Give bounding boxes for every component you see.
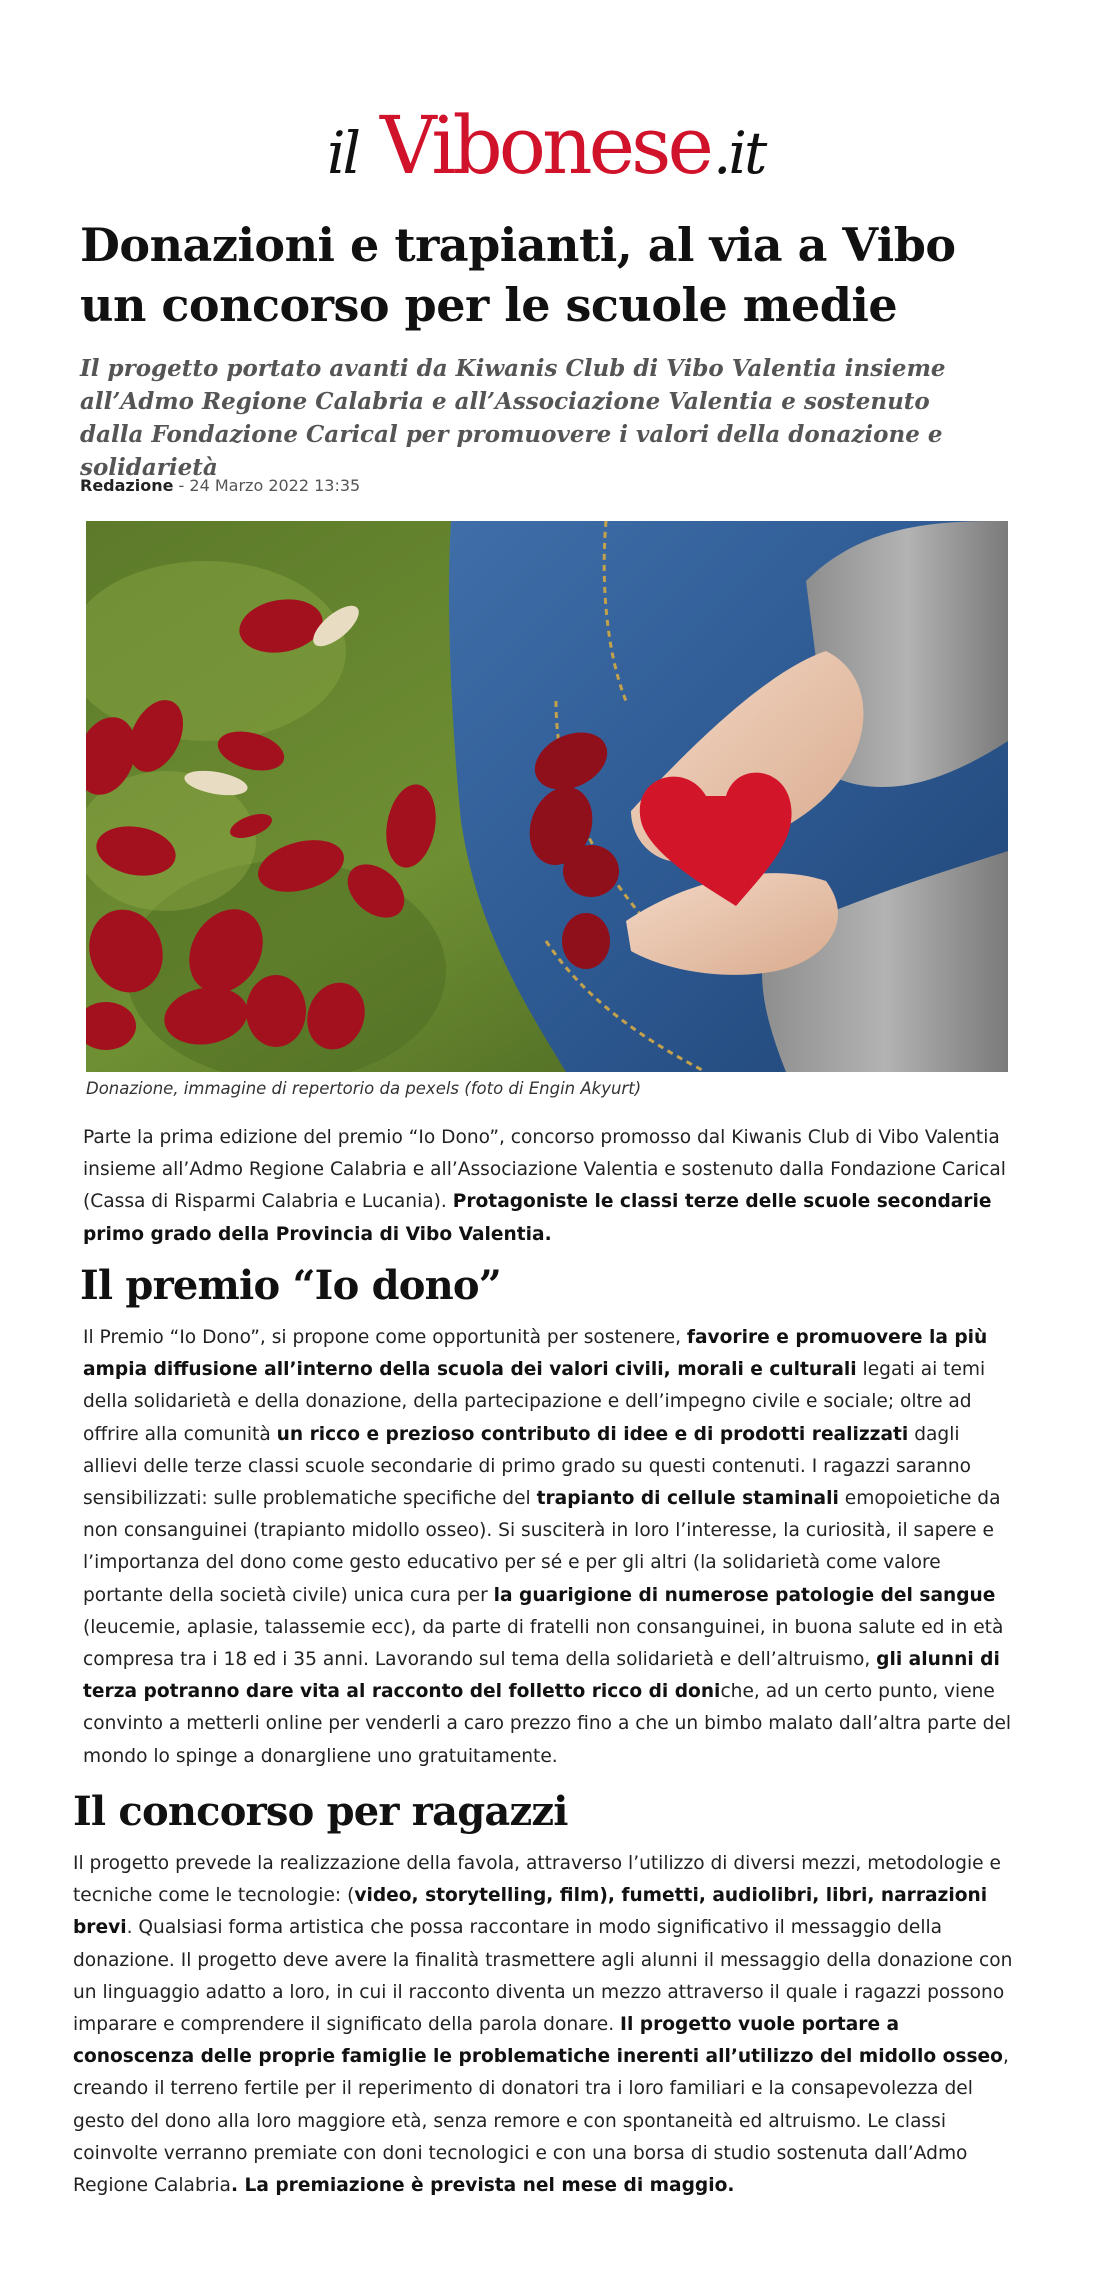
text-run: legati ai temi della solidarietà e della donazione, della partecipazione e dell’impegno civile e sociale; oltre ad offrire alla comunità bbox=[83, 1359, 986, 1445]
text-run: Il Premio “Io Dono”, si propone come opportunità per sostenere, bbox=[83, 1327, 687, 1348]
author-name[interactable]: Redazione bbox=[80, 476, 174, 495]
paragraph-concorso bbox=[73, 1848, 1018, 2202]
logo-prefix: il bbox=[326, 119, 358, 187]
bold-text-run: video, storytelling, film), fumetti, audiolibri, libri, narrazioni brevi bbox=[73, 1885, 988, 1939]
bold-text-run: favorire e promuovere la più ampia diffusione all’interno della scuola dei valori civili, morali e culturali bbox=[83, 1327, 988, 1381]
text-run: emopoietiche da non consanguinei (trapianto midollo osseo). Si susciterà in loro l’interesse, la curiosità, il sapere e l’importanza del dono come gesto educativo per sé e per gli altri (la solidarietà come valore portante della società civile) unica cura per bbox=[83, 1488, 1001, 1606]
bold-text-run: un ricco e prezioso contributo di idee e di prodotti realizzati bbox=[276, 1423, 909, 1445]
paragraph-premio bbox=[83, 1322, 1013, 1773]
heart-photo bbox=[86, 521, 1008, 1072]
bold-text-run: la guarigione di numerose patologie del sangue bbox=[493, 1584, 996, 1606]
logo-name: Vibonese bbox=[378, 99, 711, 187]
site-logo[interactable] bbox=[0, 95, 1109, 187]
logo-suffix: .it bbox=[712, 119, 764, 187]
text-run: , creando il terreno fertile per il reperimento di donatori tra i loro familiari e la consapevolezza del gesto del dono alla loro maggiore età, senza remore e con spontaneità ed altruismo. Le classi coinvolte verranno premiate con doni tecnologici e con una borsa di studio sostenuta dall’Admo Regione Calabria bbox=[73, 2046, 1009, 2197]
text-run: Parte la prima edizione del premio “Io Dono”, concorso promosso dal Kiwanis Club di Vibo Valentia insieme all’Admo Regione Calabria e all’Associazione Valentia e sostenuto dalla Fondazione Carical (Cassa di Risparmi Calabria e Lucania). bbox=[83, 1127, 1006, 1213]
text-run: . Qualsiasi forma artistica che possa raccontare in modo significativo il messaggio della donazione. Il progetto deve avere la finalità trasmettere agli alunni il messaggio della donazione con un linguaggio adatto a loro, in cui il racconto diventa un mezzo attraverso il quale i ragazzi possono imparare e comprendere il significato della parola donare. bbox=[73, 1917, 1013, 2036]
paragraph-intro bbox=[83, 1122, 1013, 1251]
publish-date: 24 Marzo 2022 13:35 bbox=[189, 476, 361, 495]
bold-text-run: Protagoniste le classi terze delle scuole secondarie primo grado della Provincia di Vibo Valentia. bbox=[83, 1191, 992, 1245]
text-run: (leucemie, aplasie, talassemie ecc), da parte di fratelli non consanguinei, in buona salute ed in età compresa tra i 18 ed i 35 anni. Lavorando sul tema della solidarietà e dell’altruismo, bbox=[83, 1616, 1004, 1671]
text-run: Il progetto prevede la realizzazione della favola, attraverso l’utilizzo di diversi mezzi, metodologie e tecniche come le tecnologie: ( bbox=[73, 1853, 1001, 1907]
text-run: dagli allievi delle terze classi scuole secondarie di primo grado su questi contenuti. I ragazzi saranno sensibilizzati: sulle problematiche specifiche del bbox=[83, 1423, 972, 1510]
heading-premio: Il premio “Io dono” bbox=[80, 1262, 501, 1309]
logo-wordmark[interactable] bbox=[325, 95, 785, 187]
article-byline bbox=[80, 476, 360, 495]
bold-text-run: . La premiazione è prevista nel mese di maggio. bbox=[230, 2175, 735, 2197]
text-run: che, ad un certo punto, viene convinto a metterli online per venderli a caro prezzo fino a che un bimbo malato dall’altra parte del mondo lo spinge a donargliene uno gratuitamente. bbox=[83, 1681, 1012, 1767]
bold-text-run: Il progetto vuole portare a conoscenza delle proprie famiglie le problematiche inerenti all’utilizzo del midollo osseo bbox=[73, 2014, 1003, 2068]
bold-text-run: gli alunni di terza potranno dare vita al racconto del folletto ricco di doni bbox=[83, 1649, 1000, 1703]
image-caption: Donazione, immagine di repertorio da pexels (foto di Engin Akyurt) bbox=[86, 1079, 642, 1098]
article-subtitle: Il progetto portato avanti da Kiwanis Club di Vibo Valentia insieme all’Admo Regione Calabria e all’Associazione Valentia e sostenuto dalla Fondazione Carical per promuovere i valori della donazione e solidarietà bbox=[80, 355, 946, 481]
article-title: Donazioni e trapianti, al via a Vibo un concorso per le scuole medie bbox=[80, 218, 956, 332]
byline-separator: - bbox=[173, 476, 190, 495]
heading-concorso: Il concorso per ragazzi bbox=[73, 1788, 568, 1835]
bold-text-run: trapianto di cellule staminali bbox=[536, 1488, 839, 1510]
article-image bbox=[86, 521, 1008, 1072]
